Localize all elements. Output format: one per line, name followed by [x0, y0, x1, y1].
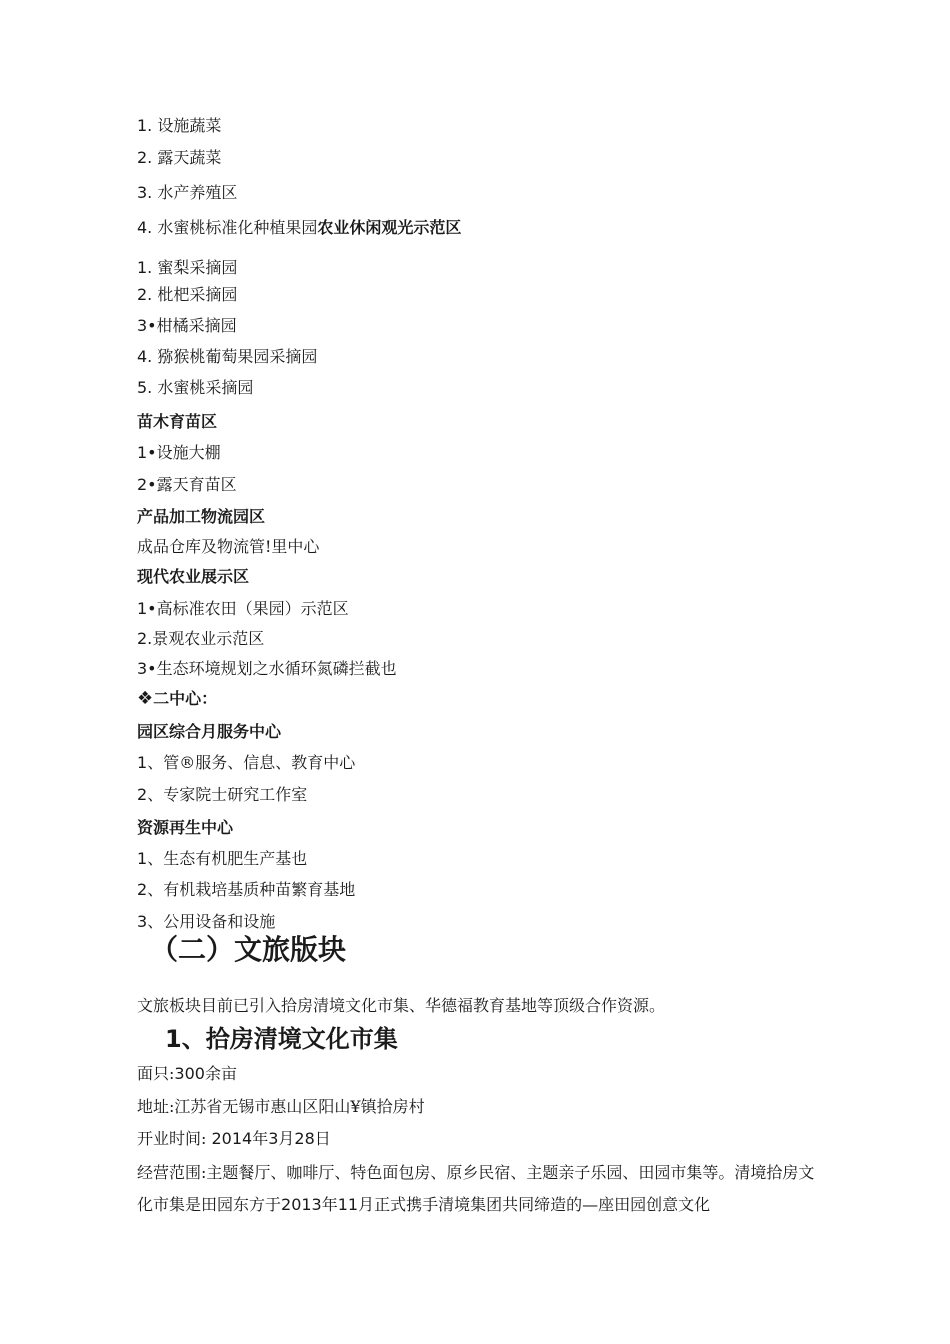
section-intro: 文旅板块目前已引入拾房清境文化市集、华德福教育基地等顶级合作资源。 — [137, 996, 666, 1015]
section-heading: 现代农业展示区 — [137, 567, 250, 586]
list-item: 2•露天育苗区 — [137, 475, 237, 494]
list-item: 3•柑橘采摘园 — [137, 316, 237, 335]
list-item: 1、生态有机肥生产基也 — [137, 849, 308, 868]
list-item: 3•生态环境规划之水循环氮磷拦截也 — [137, 659, 397, 678]
list-item: 2、有机栽培基质种苗繁育基地 — [137, 880, 356, 899]
list-item: 1. 蜜梨采摘园 — [137, 258, 238, 277]
open-date-field: 开业时间: 2014年3月28日 — [137, 1129, 331, 1148]
list-item: 4. 猕猴桃葡萄果园采摘园 — [137, 347, 318, 366]
list-item: 5. 水蜜桃采摘园 — [137, 378, 254, 397]
subsection-title: 1、拾房清境文化市集 — [165, 1025, 398, 1053]
list-item: 1. 设施蔬菜 — [137, 116, 222, 135]
list-item: 2.景观农业示范区 — [137, 629, 265, 648]
section-heading: ❖二中心： — [137, 688, 218, 709]
list-item: 1•高标准农田（果园）示范区 — [137, 599, 349, 618]
area-field: 面只:300余亩 — [137, 1064, 237, 1083]
section-title: （二）文旅版块 — [150, 933, 347, 966]
list-item: 成品仓库及物流管!里中心 — [137, 537, 320, 556]
section-heading: 苗木育苗区 — [137, 412, 218, 431]
diamond-bullet-icon: ❖ — [137, 688, 154, 709]
address-field: 地址:江苏省无锡市惠山区阳山¥镇拾房村 — [137, 1097, 425, 1116]
section-heading: 产品加工物流园区 — [137, 507, 266, 526]
list-item: 1、管®服务、信息、教育中心 — [137, 753, 356, 772]
list-item: 4. 水蜜桃标准化种植果园农业休闲观光示范区 — [137, 218, 462, 237]
business-scope-paragraph: 经营范围:主题餐厅、咖啡厅、特色面包房、原乡民宿、主题亲子乐园、田园市集等。清境拾房文化市集是田园东方于2013年11月正式携手清境集团共同缔造的—座田园创意文化 — [137, 1163, 815, 1214]
list-item: 2、专家院士研究工作室 — [137, 785, 308, 804]
heading-inline: 农业休闲观光示范区 — [317, 218, 462, 237]
section-heading: 园区综合月服务中心 — [137, 722, 282, 741]
list-item: 1•设施大棚 — [137, 443, 221, 462]
section-heading: 资源再生中心 — [137, 818, 234, 837]
list-item: 3、公用设备和设施 — [137, 912, 276, 931]
list-item: 2. 露天蔬菜 — [137, 148, 222, 167]
list-item: 3. 水产养殖区 — [137, 183, 238, 202]
list-item: 2. 枇杷采摘园 — [137, 285, 238, 304]
